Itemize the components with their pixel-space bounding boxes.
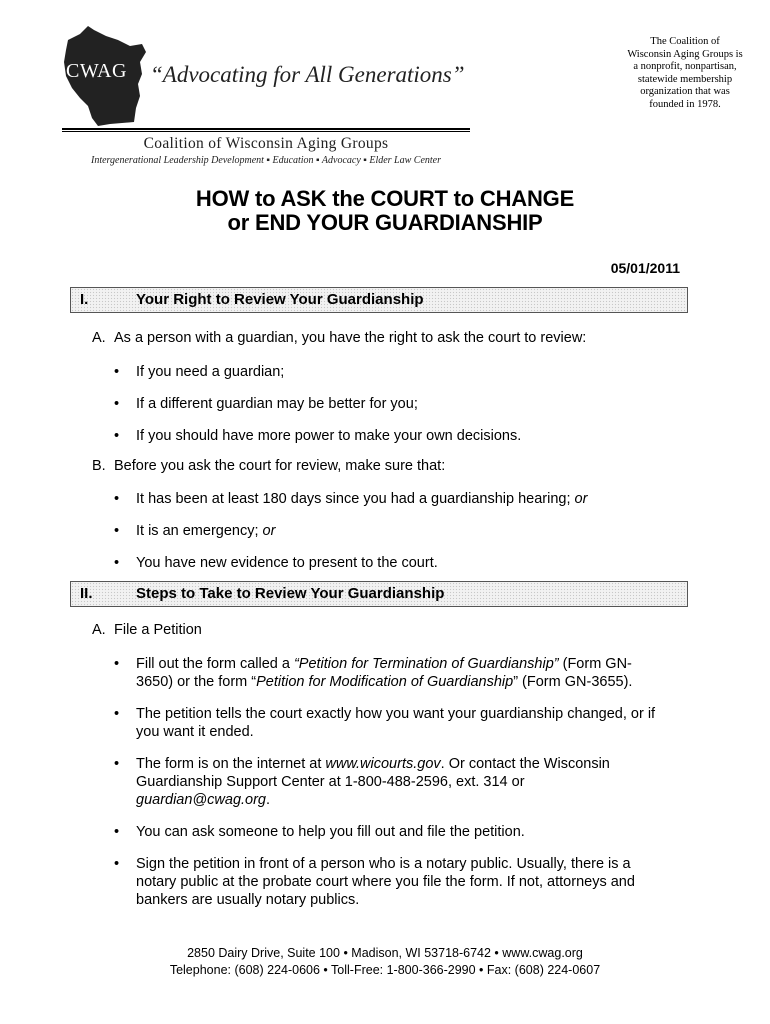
paragraph-letter: A. <box>92 622 106 638</box>
coalition-note-line: founded in 1978. <box>649 98 721 110</box>
bullet-icon: • <box>114 364 120 380</box>
form-name: “Petition for Termination of Guardianship” <box>293 656 559 672</box>
list-item-or: or <box>574 491 588 507</box>
document-title-line2: or END YOUR GUARDIANSHIP <box>227 210 543 235</box>
text-run: The form is on the internet at <box>136 756 326 772</box>
list-item-text: If you need a guardian; <box>136 364 285 380</box>
bullet-icon: • <box>114 491 120 507</box>
tagline: “Advocating for All Generations” <box>150 62 465 87</box>
bullet-icon: • <box>114 856 120 872</box>
form-name: Petition for Modification of Guardianship <box>256 674 514 690</box>
document-date: 05/01/2011 <box>610 260 680 276</box>
paragraph-1a <box>92 329 586 347</box>
list-item-text: Sign the petition in front of a person who is a notary public. Usually, there is a <box>136 856 631 872</box>
list-item-text: You can ask someone to help you fill out and file the petition. <box>136 824 525 840</box>
paragraph-2a <box>92 621 202 639</box>
text-run: . <box>266 792 271 808</box>
email-link[interactable]: guardian@cwag.org <box>136 792 266 808</box>
list-item-text: You have new evidence to present to the court. <box>136 555 438 571</box>
coalition-note-line: organization that was <box>640 86 730 97</box>
section-number: I. <box>80 291 89 308</box>
logo-text: CWAG <box>66 60 127 82</box>
section-number: II. <box>80 585 93 602</box>
text-run: . Or contact the Wisconsin <box>440 756 610 772</box>
bullet-icon: • <box>114 824 120 840</box>
footer-phones: Telephone: (608) 224-0606 • Toll-Free: 1-800-366-2990 • Fax: (608) 224-0607 <box>169 963 601 977</box>
paragraph-1b <box>92 457 445 475</box>
org-name: Coalition of Wisconsin Aging Groups <box>143 135 389 152</box>
header-rule <box>62 128 470 132</box>
paragraph-letter: B. <box>92 458 106 474</box>
list-item-text <box>136 755 610 773</box>
section-title: Steps to Take to Review Your Guardianship <box>136 585 445 602</box>
section-header-1 <box>70 287 688 313</box>
list-item-text: If a different guardian may be better for you; <box>136 396 418 412</box>
bullet-icon: • <box>114 555 120 571</box>
list-item-text: you want it ended. <box>136 724 254 740</box>
bullet-icon: • <box>114 756 120 772</box>
coalition-note <box>615 36 755 111</box>
website-link[interactable]: www.wicourts.gov <box>325 756 441 772</box>
list-item-text: If you should have more power to make your own decisions. <box>136 428 522 444</box>
list-item-text: bankers are usually notary publics. <box>136 892 360 908</box>
text-run: 3650) or the form “ <box>136 674 257 690</box>
paragraph-text: File a Petition <box>114 622 202 638</box>
paragraph-text: As a person with a guardian, you have the right to ask the court to review: <box>114 330 587 346</box>
list-item-or: or <box>262 523 276 539</box>
coalition-note-line: The Coalition of <box>650 36 720 47</box>
list-item-text <box>136 490 587 508</box>
text-run: Fill out the form called a <box>136 656 294 672</box>
section-title: Your Right to Review Your Guardianship <box>136 291 424 308</box>
org-subtitle: Intergenerational Leadership Development ▪ Education ▪ Advocacy ▪ Elder Law Center <box>90 155 441 166</box>
list-item-text <box>136 673 632 691</box>
coalition-note-line: statewide membership <box>637 73 733 85</box>
bullet-icon: • <box>114 706 120 722</box>
text-run: (Form GN- <box>558 656 632 672</box>
text-run: ” (Form GN-3655). <box>513 674 633 690</box>
bullet-icon: • <box>114 428 120 444</box>
list-item-main: It has been at least 180 days since you had a guardianship hearing; <box>136 491 571 507</box>
list-item-main: It is an emergency; <box>136 523 259 539</box>
list-item-text <box>136 522 275 540</box>
bullet-icon: • <box>114 523 120 539</box>
paragraph-letter: A. <box>92 330 106 346</box>
list-item-text <box>136 655 632 673</box>
bullet-icon: • <box>114 656 120 672</box>
paragraph-text: Before you ask the court for review, make sure that: <box>114 458 446 474</box>
list-item-text: Guardianship Support Center at 1-800-488-2596, ext. 314 or <box>136 774 525 790</box>
coalition-note-line: Wisconsin Aging Groups is <box>627 48 743 60</box>
coalition-note-line: a nonprofit, nonpartisan, <box>633 61 737 72</box>
section-header-2 <box>70 581 688 607</box>
list-item-text: notary public at the probate court where you file the form. If not, attorneys and <box>136 874 635 890</box>
bullet-icon: • <box>114 396 120 412</box>
document-title-line1: HOW to ASK the COURT to CHANGE <box>195 186 575 211</box>
list-item-text <box>136 791 270 809</box>
list-item-text: The petition tells the court exactly how you want your guardianship changed, or if <box>136 706 656 722</box>
footer-address: 2850 Dairy Drive, Suite 100 • Madison, WI 53718-6742 • www.cwag.org <box>187 946 583 960</box>
